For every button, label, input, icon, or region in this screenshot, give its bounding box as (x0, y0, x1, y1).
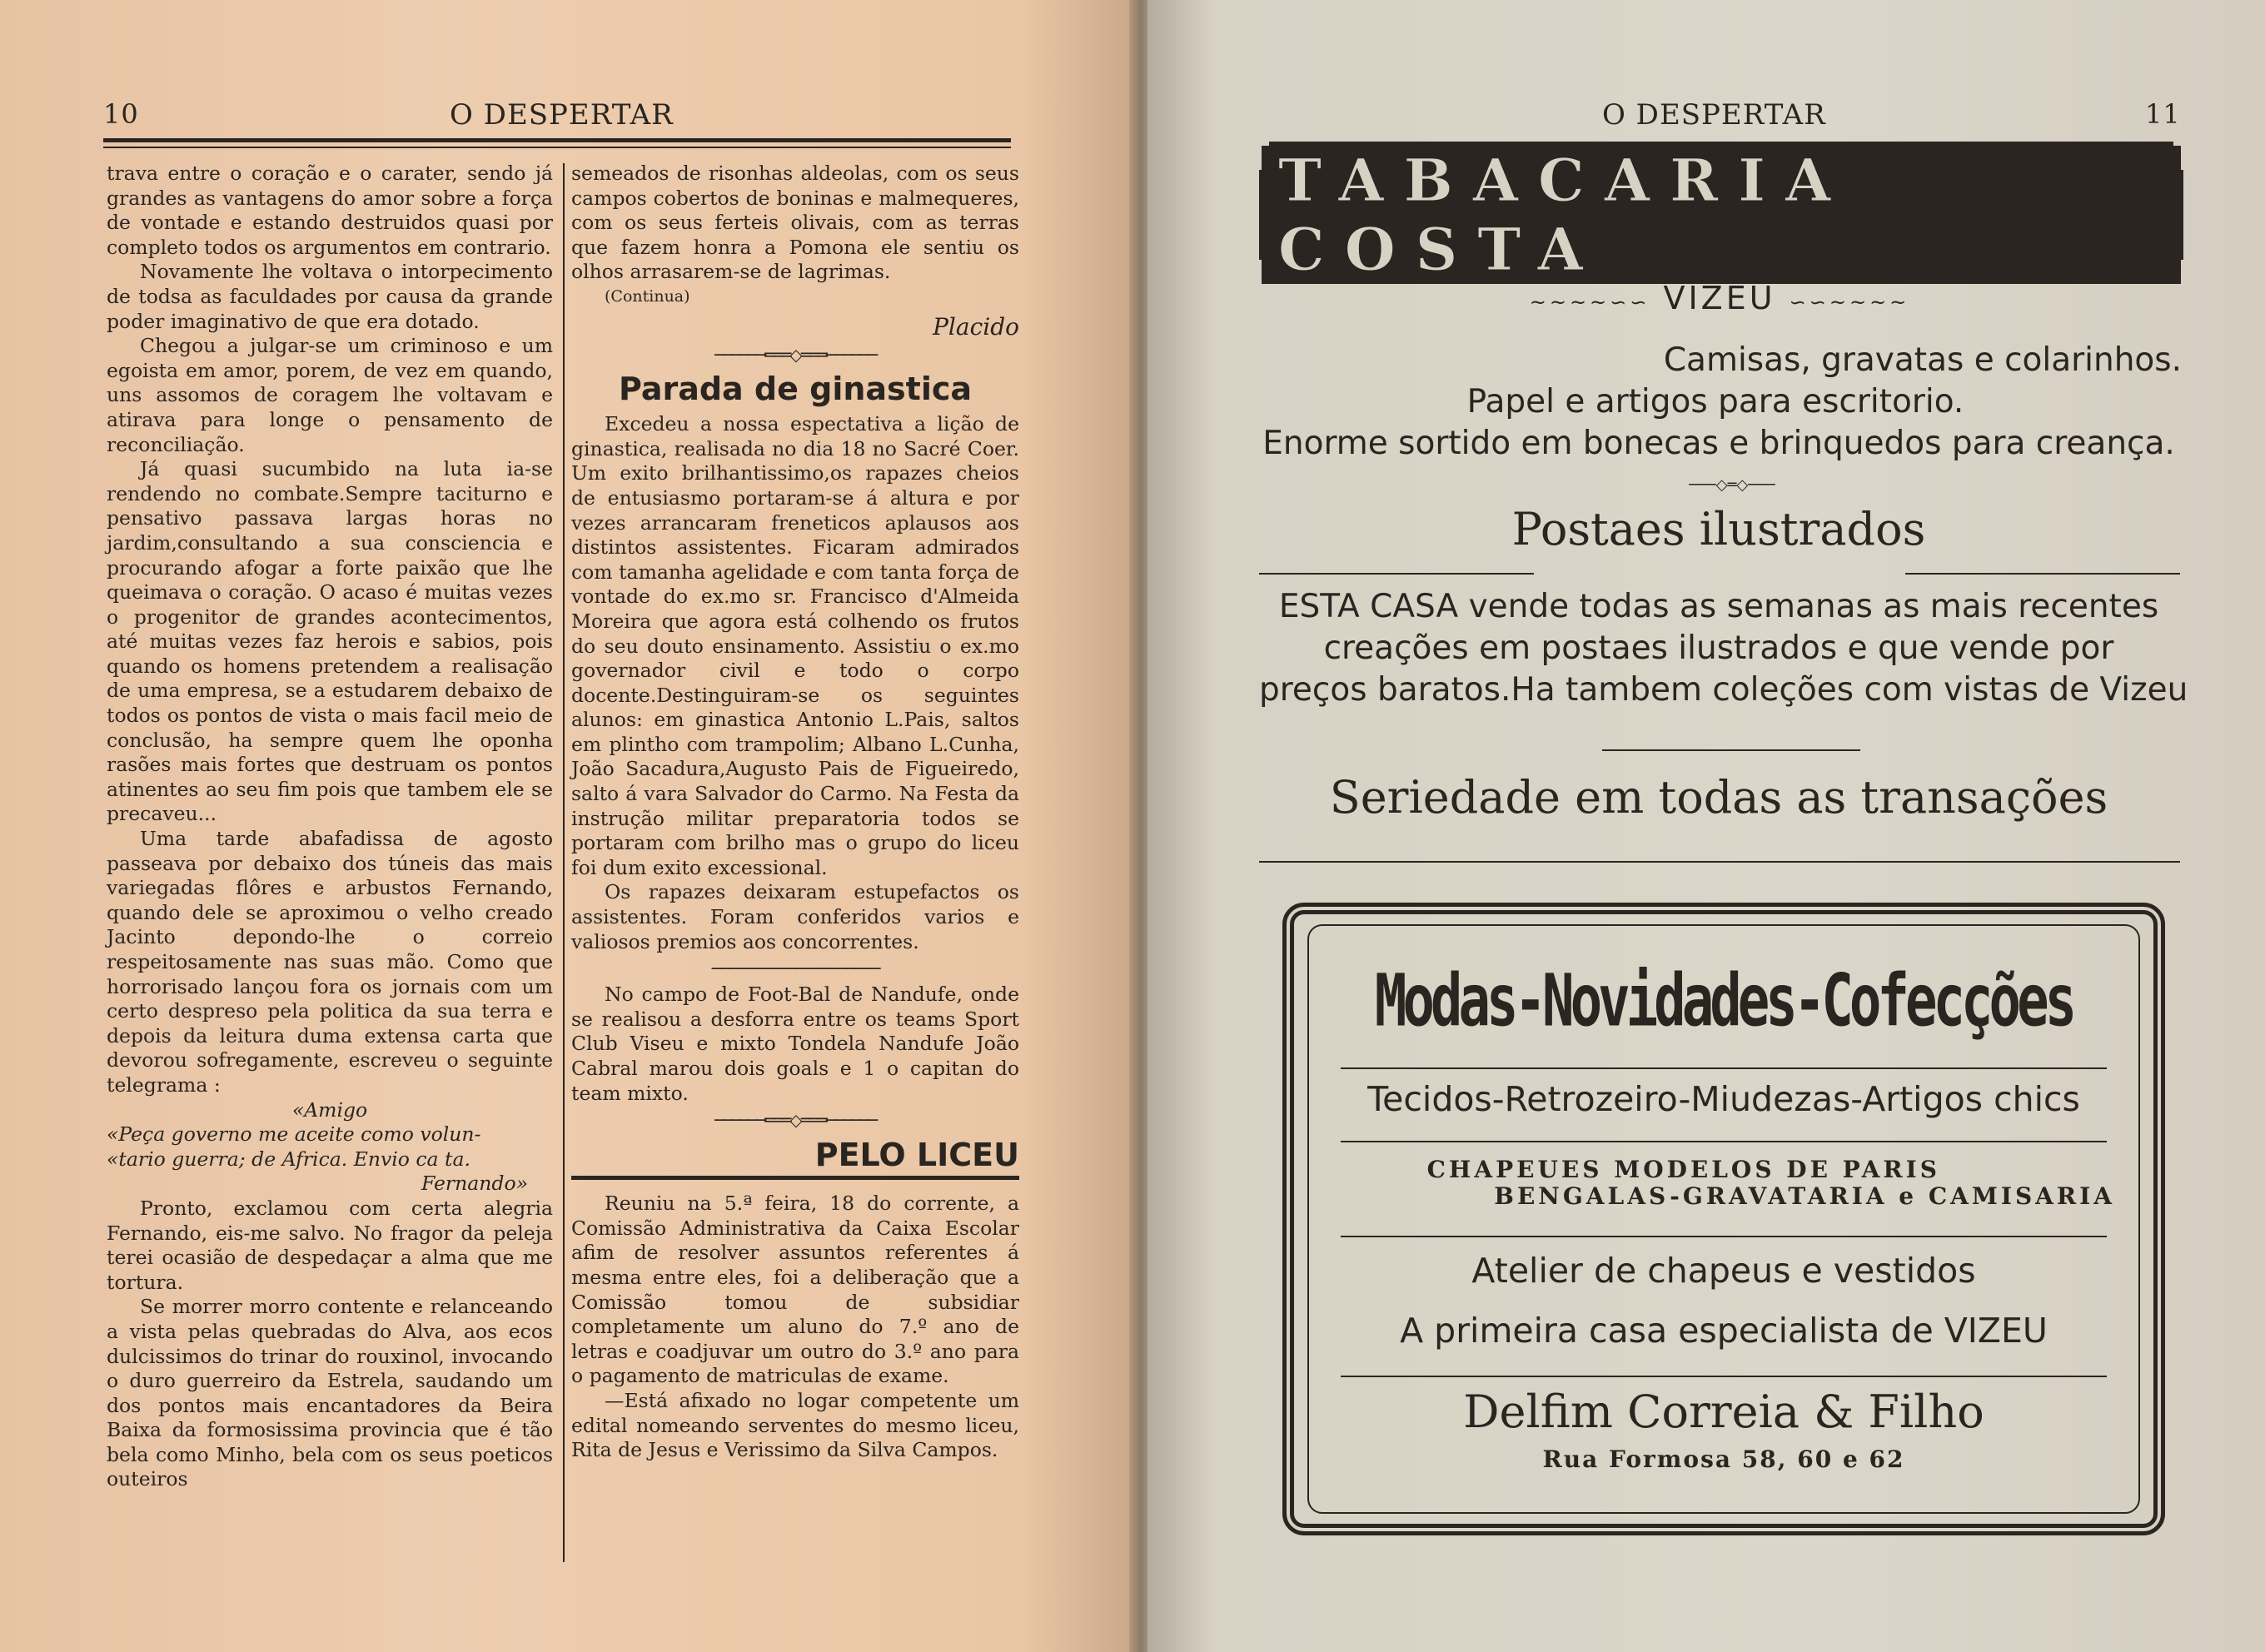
ad-line: Camisas, gravatas e colarinhos. (1663, 341, 2182, 379)
paragraph: No campo de Foot-Bal de Nandufe, onde se realisou a desforra entre os teams Sport Club Viseu e mixto Tondela Nandufe João Cabral marou dois goals e 1 o capitan do team mixto. (571, 983, 1019, 1105)
paragraph: Os rapazes deixaram estupefactos os assistentes. Foram conferidos varios e valiosos premios aos concorrentes. (571, 880, 1019, 953)
divider-rule (1341, 1141, 2107, 1142)
postaes-text: creações em postaes ilustrados e que vende por (1323, 629, 2114, 667)
ornament-divider: ──────═══◇═══────── (714, 345, 877, 366)
ad-line: Papel e artigos para escritorio. (1466, 383, 1964, 420)
left-header-rule-thin (103, 147, 1011, 148)
paragraph: Já quasi sucumbido na luta ia-se rendendo no combate.Sempre taciturno e pensativo passava largas horas no jardim,consultando a sua consciencia e procurando afogar a forte paixão que lhe queimava o coração. O acaso é muitas vezes o progenitor de grandes acontecimentos, até muitas vezes faz herois e sabios, pois quando os homens pretendem a realisação de uma empresa, se a estudarem debaixo de todos os pontos de vista o mais facil meio de conclusão, ha sempre quem lhe oponha rasões mais fortes que destruam os pontos atinentes ao seu fim pois que tambem ele se precaveu... (107, 457, 553, 826)
seriedade-slogan: Seriedade em todas as transações (1329, 771, 2108, 824)
right-running-head: O DESPERTAR (1602, 98, 1826, 132)
telegram-signature: Fernando» (421, 1172, 528, 1196)
left-column-1 (107, 162, 553, 1492)
box-line: CHAPEUES MODELOS DE PARIS (1426, 1156, 1940, 1183)
column-separator (563, 163, 565, 1562)
box-subtitle: Tecidos-Retrozeiro-Miudezas-Artigos chics (1367, 1079, 2080, 1119)
city-line (1499, 280, 1940, 316)
postaes-title: Postaes ilustrados (1511, 503, 1926, 555)
left-running-head: O DESPERTAR (450, 98, 674, 132)
ornament-left: ~~~~∽∽ (1529, 291, 1650, 314)
firm-name: Delfim Correia & Filho (1463, 1386, 1984, 1438)
paragraph: Uma tarde abafadissa de agosto passeava por debaixo dos túneis das mais variegadas flôres e arbustos Fernando, quando dele se aproximou o velho creado Jacinto depondo-lhe o correio respeitosamente nas suas mão. Como que horrorisado lançou fora os jornais com um certo despreso pela politica da sua terra e depois da leitura duma extensa carta que devorou sofregamente, escreveu o seguinte telegrama : (107, 827, 553, 1097)
paragraph: Novamente lhe voltava o intorpecimento de todsa as faculdades por causa da grande poder imaginativo de que era dotado. (107, 260, 553, 333)
article-title: PELO LICEU (571, 1136, 1019, 1180)
divider-rule (1341, 1236, 2107, 1237)
box-line: A primeira casa especialista de VIZEU (1400, 1311, 2048, 1351)
left-header-rule (103, 138, 1011, 142)
telegram-line: «Amigo (291, 1097, 368, 1122)
box-title: Modas-Novidades-Cofecções (1374, 960, 2073, 1043)
paragraph: semeados de risonhas aldeolas, com os seus campos cobertos de boninas e malmequeres, com os seus ferteis olivais, com as terras que fazem honra a Pomona ele sentiu os olhos arrasarem-se de lagrimas. (571, 162, 1019, 284)
telegram-line: «tario guerra; de Africa. Envio ca ta. (107, 1147, 470, 1171)
ornament-right: ∽∽~~~~ (1789, 291, 1910, 314)
firm-address: Rua Formosa 58, 60 e 62 (1542, 1446, 1905, 1473)
ornament-divider: ──────═══◇═══────── (714, 1110, 877, 1131)
paragraph: Chegou a julgar-se um criminoso e um egoista em amor, porem, de vez em quando, uns assomos de coragem lhe voltavam e atirava para longe o pensamento de reconciliação. (107, 334, 553, 456)
divider-rule (1341, 1376, 2107, 1377)
postaes-text: ESTA CASA vende todas as semanas as mais recentes (1278, 588, 2159, 625)
city-name: VIZEU (1663, 280, 1776, 316)
divider-rule (1259, 861, 2180, 863)
divider-rule (1341, 1067, 2107, 1069)
banner-text: TABACARIA COSTA (1262, 146, 2181, 284)
paragraph: Se morrer morro contente e relanceando a vista pelas quebradas do Alva, aos ecos dulcissimos do trinar do rouxinol, invocando o duro guerreiro da Estrela, saudando um dos pontos mais encantadores da Beira Baixa da formosissima provincia que é tão bela como Minho, bela com os seus poeticos outeiros (107, 1295, 553, 1491)
paragraph: —Está afixado no logar competente um edital nomeando serventes do mesmo liceu, Rita de Jesus e Verissimo da Silva Campos. (571, 1388, 1019, 1462)
article-title: Parada de ginastica (618, 371, 973, 408)
paragraph: Excedeu a nossa espectativa a lição de ginastica, realisada no dia 18 no Sacré Coer. Um exito brilhantissimo,os rapazes cheios de entusiasmo portaram-se á altura e por vezes arrancaram freneticos aplausos aos distintos assistentes. Ficaram admirados com tamanha agelidade e com tanta força de vontade do ex.mo sr. Francisco d'Almeida Moreira que agora está colhendo os frutos do seu douto ensinamento. Assistiu o ex.mo governador civil e todo o corpo docente.Destinguiram-se os seguintes alunos: em ginastica Antonio L.Pais, saltos em plintho com trampolim; Albano L.Cunha, João Sacadura,Augusto Pais de Figueiredo, salto á vara Salvador do Carmo. Na Festa da instrução militar preparatoria todos se portaram com brilho mas o grupo do liceu foi dum exito excessional. (571, 412, 1019, 879)
ornament-divider: ──────────────────── (711, 958, 879, 979)
box-line: BENGALAS-GRAVATARIA e CAMISARIA (1494, 1182, 2115, 1210)
divider-rule (1259, 573, 1534, 575)
author-signature: Placido (933, 312, 1019, 341)
divider-rule (1905, 573, 2180, 575)
continua-note: (Continua) (605, 286, 690, 306)
left-page-number: 10 (103, 98, 139, 130)
ornament-divider: ───◇═◇─── (1689, 476, 1775, 494)
paragraph: Pronto, exclamou com certa alegria Fernando, eis-me salvo. No fragor da peleja terei ocasião de despedaçar a alma que me tortura. (107, 1196, 553, 1294)
right-page-number: 11 (2145, 98, 2181, 130)
divider-rule (1602, 749, 1860, 751)
left-column-2 (571, 162, 1019, 1463)
paragraph: Reuniu na 5.ª feira, 18 do corrente, a Comissão Administrativa da Caixa Escolar afim de resolver assuntos referentes á mesma entre eles, foi a deliberação que a Comissão tomou de subsidiar completamente um aluno do 7.º ano de letras e coadjuvar um outro do 3.º ano para o pagamento de matriculas de exame. (571, 1192, 1019, 1388)
ad-line: Enorme sortido em bonecas e brinquedos para creança. (1262, 425, 2175, 462)
telegram-line: «Peça governo me aceite como volun- (107, 1122, 481, 1147)
tabacaria-banner (1259, 146, 2183, 284)
box-line: Atelier de chapeus e vestidos (1471, 1251, 1976, 1291)
paragraph: trava entre o coração e o carater, sendo já grandes as vantagens do amor sobre a força de vontade e estando destruidos quasi por completo todos os argumentos em contrario. (107, 162, 553, 259)
postaes-text: preços baratos.Ha tambem coleções com vistas de Vizeu (1259, 671, 2188, 709)
